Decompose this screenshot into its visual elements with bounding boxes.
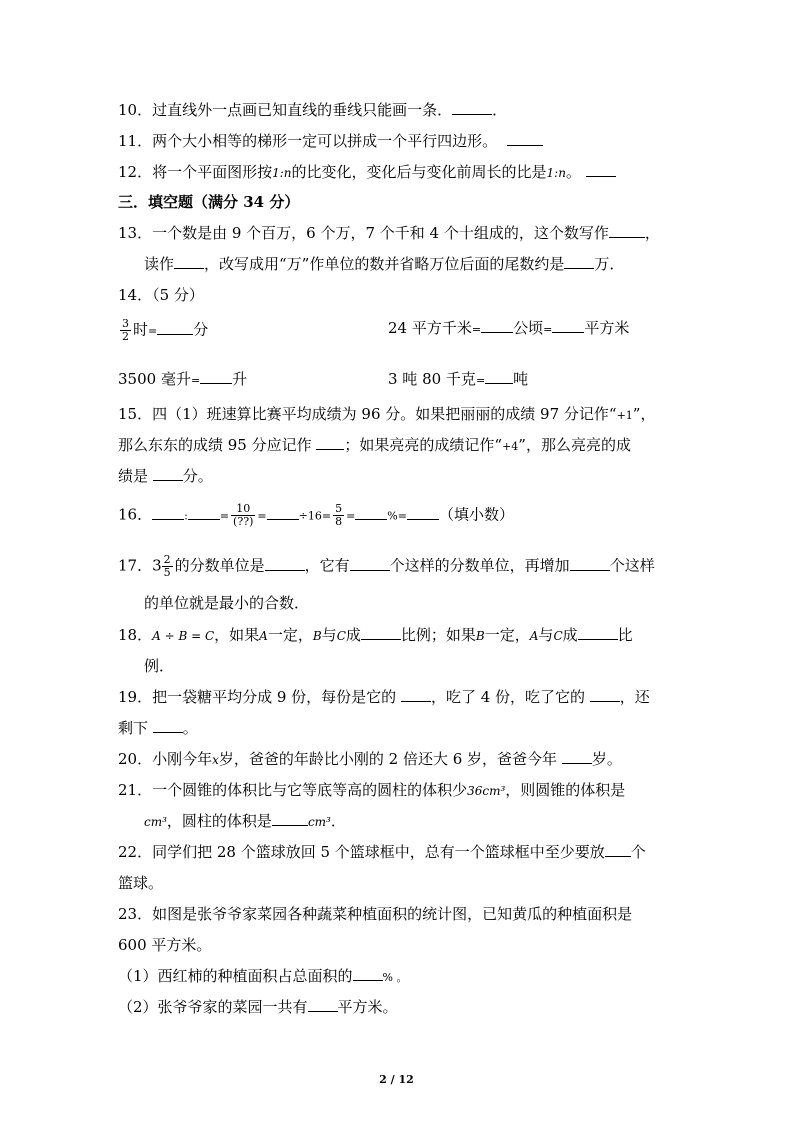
answer-blank[interactable] bbox=[578, 625, 618, 640]
answer-blank[interactable] bbox=[407, 505, 439, 520]
answer-blank[interactable] bbox=[586, 162, 616, 177]
question-21-cont: cm³，圆柱的体积是 cm³． bbox=[144, 812, 346, 830]
answer-blank[interactable] bbox=[481, 318, 513, 333]
answer-blank[interactable] bbox=[590, 687, 620, 702]
answer-blank[interactable] bbox=[609, 223, 645, 238]
answer-blank[interactable] bbox=[316, 435, 344, 450]
question-20: 20．小刚今年x岁，爸爸的年龄比小刚的 2 倍还大 6 岁，爸爸今年 岁。 bbox=[118, 750, 622, 768]
answer-blank[interactable] bbox=[265, 556, 305, 571]
question-23-cont: 600 平方米。 bbox=[118, 936, 212, 954]
fraction: $\frac{2}{5}$ bbox=[163, 553, 171, 579]
answer-blank[interactable] bbox=[355, 505, 387, 520]
question-11: 11．两个大小相等的梯形一定可以拼成一个平行四边形。 bbox=[118, 131, 543, 151]
question-18-cont: 例． bbox=[144, 657, 175, 675]
question-18: 18．A ÷ B = C，如果A一定，B与C成 比例；如果B一定，A与C成 比 bbox=[118, 626, 633, 644]
answer-blank[interactable] bbox=[452, 100, 492, 115]
answer-blank[interactable] bbox=[153, 718, 183, 733]
question-14-item-a: $\frac{3}{2}$ 时= 分 bbox=[122, 317, 209, 343]
answer-blank[interactable] bbox=[562, 749, 592, 764]
fraction: $\frac{5}{8}$ bbox=[335, 502, 343, 528]
fraction: $\frac{10}{(??)}$ bbox=[233, 502, 254, 528]
answer-blank[interactable] bbox=[564, 254, 594, 269]
answer-blank[interactable] bbox=[308, 997, 338, 1012]
question-14-item-d: 3 吨 80 千克= 吨 bbox=[388, 370, 529, 388]
answer-blank[interactable] bbox=[157, 320, 193, 335]
answer-blank[interactable] bbox=[153, 466, 183, 481]
answer-blank[interactable] bbox=[152, 505, 184, 520]
answer-blank[interactable] bbox=[350, 556, 390, 571]
question-21: 21．一个圆锥的体积比与它等底等高的圆柱的体积少36cm³，则圆锥的体积是 bbox=[118, 781, 626, 799]
answer-blank[interactable] bbox=[267, 505, 299, 520]
question-15-cont: 那么东东的成绩 95 分应记作 ；如果亮亮的成绩记作“+4”，那么亮亮的成 bbox=[118, 436, 631, 454]
answer-blank[interactable] bbox=[353, 966, 383, 981]
question-19: 19．把一袋糖平均分成 9 份，每份是它的 ，吃了 4 份，吃了它的 ，还 bbox=[118, 688, 650, 706]
question-23: 23．如图是张爷爷家菜园各种蔬菜种植面积的统计图，已知黄瓜的种植面积是 bbox=[118, 905, 633, 923]
question-15-cont2: 绩是 分。 bbox=[118, 467, 213, 485]
question-14-item-c: 3500 毫升= 升 bbox=[118, 370, 248, 388]
answer-blank[interactable] bbox=[401, 687, 431, 702]
question-22: 22．同学们把 28 个篮球放回 5 个篮球框中，总有一个篮球框中至少要放 个 bbox=[118, 843, 646, 861]
question-23-part-2: （2）张爷爷家的菜园一共有 平方米。 bbox=[118, 998, 398, 1016]
question-10: 10．过直线外一点画已知直线的垂线只能画一条． ． bbox=[118, 101, 508, 119]
answer-blank[interactable] bbox=[485, 369, 513, 384]
question-13: 13．一个数是由 9 个百万，6 个万，7 个千和 4 个十组成的，这个数写作 ， bbox=[118, 224, 660, 242]
answer-blank[interactable] bbox=[552, 318, 584, 333]
answer-blank[interactable] bbox=[272, 811, 308, 826]
page-number: 2 / 12 bbox=[379, 1073, 414, 1086]
answer-blank[interactable] bbox=[507, 131, 543, 146]
answer-blank[interactable] bbox=[200, 369, 232, 384]
question-14: 14．（5 分） bbox=[118, 286, 204, 304]
question-22-cont: 篮球。 bbox=[118, 874, 164, 892]
answer-blank[interactable] bbox=[605, 842, 631, 857]
question-17: 17．3 $\frac{2}{5}$ 的分数单位是 ，它有 个这样的分数单位，再增加 个这样 bbox=[118, 553, 655, 579]
section-heading: 三．填空题（满分 34 分） bbox=[118, 193, 300, 211]
answer-blank[interactable] bbox=[570, 556, 610, 571]
answer-blank[interactable] bbox=[188, 505, 220, 520]
question-17-cont: 的单位就是最小的合数． bbox=[144, 594, 310, 612]
question-13-cont: 读作 ，改写成用“万”作单位的数并省略万位后面的尾数约是 万． bbox=[144, 255, 625, 273]
question-14-item-b: 24 平方千米= 公顷= 平方米 bbox=[388, 319, 630, 337]
question-16: 16． : = $\frac{10}{(??)}$ = ÷16= $\frac{5}{8}$ = %= （填小数） bbox=[118, 502, 514, 528]
question-23-part-1: （1）西红柿的种植面积占总面积的 % 。 bbox=[118, 967, 408, 985]
fraction: $\frac{3}{2}$ bbox=[122, 317, 129, 343]
question-15: 15．四（1）班速算比赛平均成绩为 96 分。如果把丽丽的成绩 97 分记作“+1”， bbox=[118, 405, 656, 423]
question-12: 12．将一个平面图形按1:n的比变化，变化后与变化前周长的比是1:n。 bbox=[118, 162, 616, 183]
answer-blank[interactable] bbox=[361, 625, 401, 640]
question-19-cont: 剩下 。 bbox=[118, 719, 198, 737]
answer-blank[interactable] bbox=[174, 254, 204, 269]
